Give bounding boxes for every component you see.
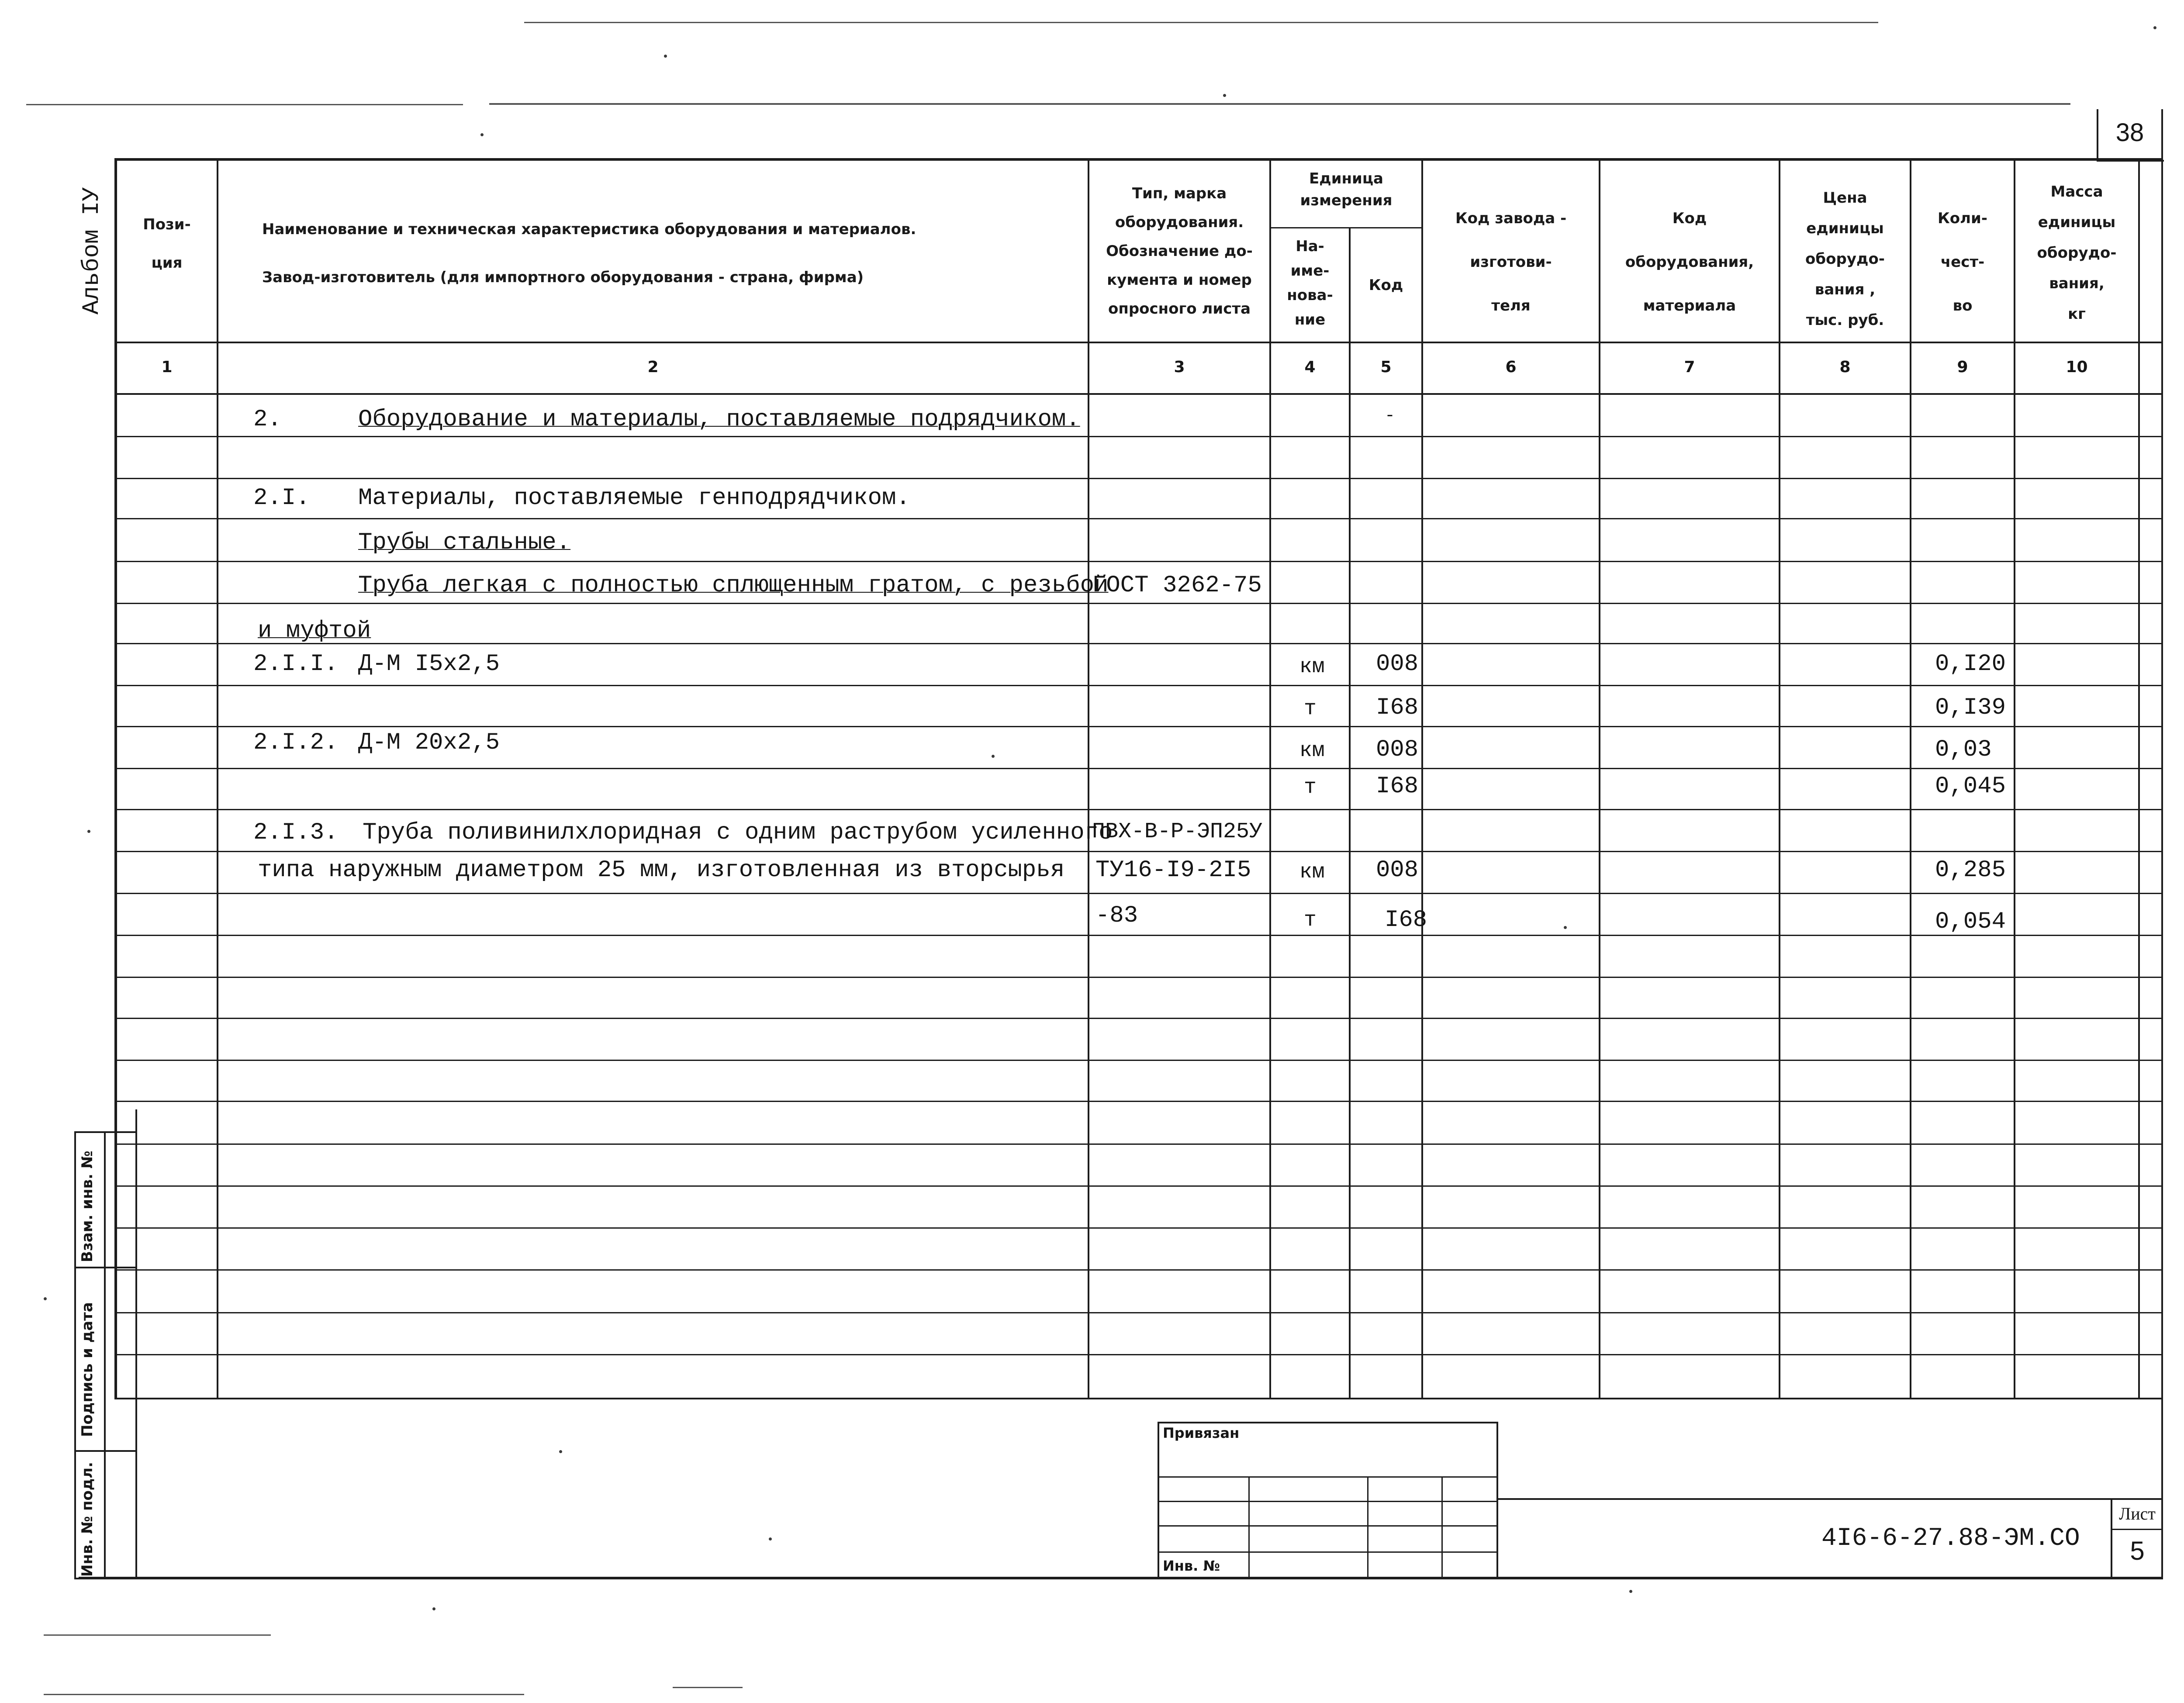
row-name: Трубы стальные. (358, 529, 571, 556)
row-name: и муфтой (258, 618, 371, 644)
row-qty: 0,285 (1935, 857, 2006, 884)
scan-line (44, 1634, 271, 1636)
title-block-top (1498, 1498, 2163, 1500)
header-bottom-border (114, 342, 2163, 343)
col-divider-1 (217, 158, 218, 1399)
header-col10-line: кг (2068, 305, 2086, 323)
scan-speck (1629, 1590, 1632, 1593)
header-col2-line: Наименование и техническая характеристика оборудования и материалов. (262, 221, 916, 238)
row-name: Материалы, поставляемые генподрядчиком. (358, 485, 910, 511)
row-line (114, 685, 2163, 686)
row-line (114, 977, 2163, 978)
side-label-vzam: Взам. инв. № (79, 1150, 96, 1262)
header-col8-line: тыс. руб. (1806, 311, 1884, 329)
sheet-label: Лист (2119, 1504, 2156, 1523)
row-code: I68 (1376, 694, 1419, 721)
side-stamp-vdivider (104, 1131, 106, 1579)
header-col5: Код (1368, 276, 1403, 294)
row-line (114, 1354, 2163, 1355)
row-unit: км (1299, 655, 1325, 679)
privyazan-frame (1158, 1422, 1498, 1579)
header-col7-line: Код (1672, 210, 1707, 227)
header-col10-line: оборудо- (2037, 244, 2117, 262)
row-unit: км (1299, 739, 1325, 763)
row-type: -83 (1095, 902, 1138, 929)
row-name: Труба поливинилхлоридная с одним раструбом усиленного (363, 819, 1113, 846)
row-type: ПВХ-В-Р-ЭП25У (1092, 819, 1263, 844)
header-col4-line: На- (1296, 238, 1324, 255)
scan-speck (87, 830, 90, 833)
row-qty: 0,03 (1935, 736, 1992, 763)
row-line (114, 643, 2163, 644)
row-name: Труба легкая с полностью сплющенным гратом, с резьбой (358, 572, 1109, 599)
row-position: 2.I.I. (253, 651, 339, 677)
sheet-box-divider (2111, 1529, 2163, 1530)
row-code: 008 (1376, 651, 1419, 677)
scan-speck (1564, 926, 1567, 929)
scan-speck (769, 1537, 772, 1541)
row-type: ГОСТ 3262-75 (1092, 572, 1262, 599)
header-col1-line: Пози- (143, 216, 191, 233)
row-qty: 0,054 (1935, 908, 2006, 935)
privyazan-label: Привязан (1163, 1425, 1240, 1441)
header-col1 (117, 205, 217, 282)
row-line (114, 603, 2163, 604)
col-divider-3 (1269, 158, 1271, 1399)
column-number: 2 (647, 358, 659, 376)
scan-speck (480, 133, 484, 136)
header-col6 (1423, 197, 1599, 328)
header-col8-line: вания , (1814, 281, 1876, 298)
sheet-number: 5 (2130, 1536, 2145, 1565)
column-number: 8 (1839, 358, 1851, 376)
row-name: типа наружным диаметром 25 мм, изготовленная из вторсырья (258, 857, 1065, 884)
row-line (114, 935, 2163, 936)
header-unit-group (1271, 168, 1421, 211)
header-col4 (1271, 234, 1349, 332)
row-line (114, 1143, 2163, 1145)
row-unit: т (1304, 908, 1317, 932)
row-code: 008 (1376, 736, 1419, 763)
privyazan-row-line (1158, 1501, 1498, 1502)
document-code: 4I6-6-27.88-ЭМ.СО (1821, 1524, 2080, 1553)
privyazan-row-line (1158, 1525, 1498, 1527)
album-label: Альбом IУ (79, 187, 105, 314)
header-col7-line: материала (1643, 297, 1736, 314)
row-line (114, 809, 2163, 810)
col-divider-8 (1910, 158, 1911, 1399)
row-qty: 0,045 (1935, 773, 2006, 800)
header-col3-line: Обозначение до- (1106, 242, 1253, 260)
row-code: 008 (1376, 857, 1419, 884)
header-col3-line: Тип, марка (1132, 185, 1227, 202)
header-col10-line: единицы (2038, 214, 2116, 231)
row-line (114, 478, 2163, 479)
row-line (114, 851, 2163, 852)
header-col2-line: Завод-изготовитель (для импортного оборудования - страна, фирма) (262, 269, 864, 286)
row-type: ТУ16-I9-2I5 (1095, 857, 1251, 884)
column-number: 3 (1174, 358, 1185, 376)
colnum-bottom-border (114, 393, 2163, 395)
col-divider-7 (1779, 158, 1780, 1399)
header-col3 (1089, 179, 1269, 323)
scan-line (26, 104, 463, 105)
row-line (114, 1312, 2163, 1313)
header-col3-line: опросного листа (1108, 300, 1251, 318)
frame-bottom-border (79, 1577, 2163, 1579)
header-unit-line: Единица (1309, 170, 1383, 187)
row-position: 2.I. (253, 485, 310, 511)
header-col7 (1600, 197, 1779, 328)
col-divider-5 (1421, 158, 1423, 1399)
column-number: 9 (1957, 358, 1968, 376)
privyazan-col-line (1248, 1476, 1250, 1579)
column-number: 5 (1380, 358, 1392, 376)
scan-speck (559, 1450, 562, 1453)
col-divider-10 (2138, 158, 2140, 1399)
table-top-border (114, 158, 2163, 161)
header-col9-line: во (1952, 297, 1973, 314)
privyazan-col-line (1441, 1476, 1443, 1579)
row-line (114, 436, 2163, 437)
row-line (114, 1018, 2163, 1019)
row-code: I68 (1376, 773, 1419, 800)
header-col9-line: чест- (1940, 253, 1985, 271)
column-number: 10 (2066, 358, 2088, 376)
row-unit: т (1304, 697, 1317, 721)
header-col2 (262, 205, 1083, 301)
scan-speck (1223, 94, 1226, 97)
side-stamp-divider (74, 1267, 137, 1268)
header-col8 (1780, 183, 1910, 335)
scan-speck (2153, 26, 2156, 29)
header-col4-line: ние (1294, 311, 1326, 328)
scan-line (489, 103, 2070, 105)
header-col8-line: Цена (1823, 189, 1867, 207)
header-unit-line: измерения (1300, 192, 1393, 209)
header-col6-line: теля (1491, 297, 1531, 314)
header-col9-line: Коли- (1938, 210, 1987, 227)
row-line (114, 1227, 2163, 1229)
row-code: I68 (1385, 907, 1427, 933)
row-qty: 0,I39 (1935, 694, 2006, 721)
col-divider-4 (1349, 227, 1351, 1399)
column-number: 7 (1684, 358, 1695, 376)
privyazan-row-line (1158, 1551, 1498, 1553)
row-line (114, 893, 2163, 894)
row-name: Д-М I5х2,5 (358, 651, 500, 677)
row-code: - (1385, 406, 1396, 426)
scan-speck (992, 755, 995, 758)
row-position: 2. (253, 406, 282, 433)
header-col10 (2015, 176, 2138, 329)
header-col8-line: единицы (1806, 220, 1884, 237)
row-line (114, 1060, 2163, 1061)
row-line (114, 1269, 2163, 1271)
header-col4-line: нова- (1287, 287, 1333, 304)
row-name: Д-М 20х2,5 (358, 729, 500, 756)
header-col8-line: оборудо- (1805, 250, 1885, 268)
row-qty: 0,I20 (1935, 651, 2006, 677)
row-position: 2.I.2. (253, 729, 339, 756)
row-line (114, 726, 2163, 727)
col-divider-6 (1599, 158, 1600, 1399)
side-label-podpis: Подпись и дата (79, 1302, 96, 1437)
col-divider-9 (2014, 158, 2015, 1399)
header-col9 (1911, 197, 2014, 328)
row-line (114, 1101, 2163, 1102)
privyazan-col-line (1367, 1476, 1368, 1579)
privyazan-row-line (1158, 1476, 1498, 1478)
scan-speck (664, 55, 667, 58)
row-unit: т (1304, 776, 1317, 799)
row-line (114, 518, 2163, 519)
column-number: 1 (161, 358, 173, 376)
side-stamp-divider (74, 1450, 137, 1452)
scan-line (44, 1694, 524, 1695)
header-col10-line: вания, (2049, 275, 2105, 292)
side-label-inv-podl: Инв. № подл. (79, 1461, 96, 1577)
header-col1-line: ция (151, 254, 183, 272)
row-unit: км (1299, 860, 1325, 884)
scan-line (524, 22, 1878, 23)
column-number: 4 (1304, 358, 1316, 376)
scan-speck (432, 1607, 435, 1610)
table-right-border (2161, 109, 2163, 1579)
col-divider-2 (1088, 158, 1089, 1399)
row-line (114, 561, 2163, 562)
scan-speck (44, 1297, 47, 1300)
header-col3-line: оборудования. (1115, 214, 1244, 231)
row-line (114, 1185, 2163, 1187)
sheet-top-number: 38 (2115, 118, 2144, 147)
column-number: 6 (1505, 358, 1517, 376)
table-bottom-border (114, 1398, 2163, 1399)
row-name: Оборудование и материалы, поставляемые подрядчиком. (358, 406, 1080, 433)
inv-no-label: Инв. № (1163, 1558, 1220, 1574)
row-line (114, 768, 2163, 769)
header-col7-line: оборудования, (1625, 253, 1754, 271)
header-col4-line: име- (1290, 262, 1330, 280)
header-col3-line: кумента и номер (1107, 271, 1252, 289)
header-col6-line: Код завода - (1455, 210, 1567, 227)
header-col10-line: Масса (2050, 183, 2103, 200)
header-col6-line: изготови- (1470, 253, 1552, 271)
scan-line (673, 1687, 743, 1688)
unit-group-divider (1269, 227, 1422, 228)
row-position: 2.I.3. (253, 819, 339, 846)
